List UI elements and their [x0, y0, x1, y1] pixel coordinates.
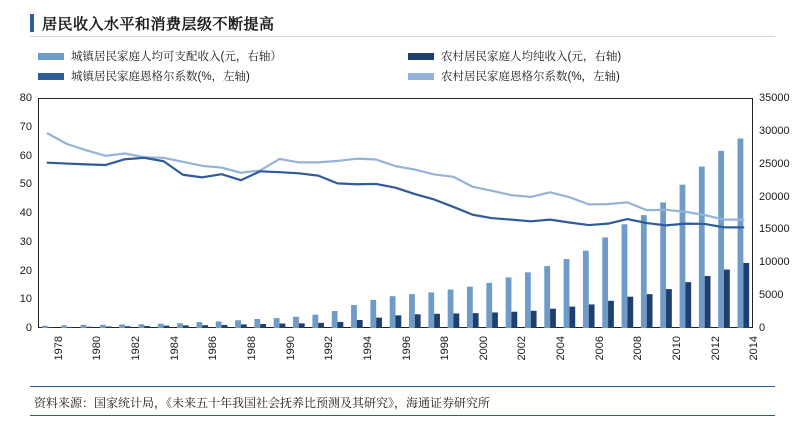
y-tick-left: 80 — [19, 92, 32, 104]
plot-area — [38, 98, 753, 328]
bar-urban-income — [235, 320, 241, 328]
bar-rural-income — [434, 314, 440, 328]
legend-swatch-urban-income — [38, 53, 64, 60]
legend-label-rural-engel: 农村居民家庭恩格尔系数(%，左轴) — [441, 71, 620, 83]
bar-rural-income — [376, 318, 382, 328]
legend-item-rural-income — [408, 48, 768, 64]
footer-divider-bottom — [30, 415, 775, 416]
legend-swatch-urban-engel — [38, 73, 64, 80]
legend-label-urban-engel: 城镇居民家庭恩格尔系数(%，左轴) — [71, 71, 250, 83]
x-tick-label: 1988 — [245, 336, 258, 361]
page-title — [30, 8, 775, 38]
legend-label-urban-income: 城镇居民家庭人均可支配收入(元，右轴） — [71, 51, 282, 63]
bar-urban-income — [641, 215, 647, 328]
legend-swatch-rural-engel — [408, 73, 434, 80]
y-tick-left: 20 — [19, 264, 32, 277]
y-tick-left: 50 — [19, 178, 32, 191]
bar-urban-income — [312, 315, 318, 328]
bar-urban-income — [467, 287, 473, 328]
x-tick-label: 1998 — [439, 336, 452, 361]
bar-rural-income — [666, 289, 672, 328]
bar-rural-income — [241, 324, 247, 328]
bar-rural-income — [608, 301, 614, 328]
bar-rural-income — [473, 313, 479, 328]
bar-urban-income — [428, 292, 434, 328]
bar-rural-income — [743, 263, 749, 328]
title-divider — [30, 36, 775, 37]
bar-rural-income — [453, 313, 459, 328]
bar-rural-income — [569, 307, 575, 328]
y-tick-left: 0 — [25, 322, 32, 334]
bar-urban-income — [81, 325, 87, 328]
y-tick-right: 0 — [759, 322, 766, 334]
bar-urban-income — [583, 251, 589, 328]
x-axis-labels — [38, 334, 761, 380]
bar-urban-income — [216, 321, 222, 328]
bar-rural-income — [183, 325, 189, 328]
bar-rural-income — [511, 312, 517, 328]
line-rural-engel — [48, 133, 744, 219]
bar-urban-income — [196, 322, 202, 328]
bar-rural-income — [318, 323, 324, 328]
bar-urban-income — [158, 324, 164, 328]
x-tick-label: 1992 — [323, 336, 336, 361]
bar-rural-income — [357, 320, 363, 328]
bar-urban-income — [602, 237, 608, 328]
bar-urban-income — [622, 224, 628, 328]
y-tick-right: 25000 — [759, 157, 790, 170]
bar-urban-income — [293, 317, 299, 328]
bar-rural-income — [260, 324, 266, 328]
y-tick-right: 5000 — [759, 289, 784, 302]
bar-urban-income — [564, 259, 570, 328]
x-tick-label: 2008 — [632, 336, 645, 361]
bar-rural-income — [396, 315, 402, 328]
bar-rural-income — [589, 304, 595, 328]
y-tick-left: 40 — [19, 207, 32, 219]
y-tick-right: 15000 — [759, 223, 790, 236]
bar-urban-income — [119, 324, 125, 328]
bar-urban-income — [699, 167, 705, 328]
chart-canvas — [38, 98, 753, 328]
bar-urban-income — [370, 300, 376, 328]
bar-rural-income — [106, 327, 112, 328]
bar-rural-income — [492, 312, 498, 328]
bar-rural-income — [299, 323, 305, 328]
x-tick-label: 2004 — [555, 336, 568, 361]
bar-rural-income — [164, 326, 170, 328]
y-tick-right: 30000 — [759, 124, 790, 137]
bar-rural-income — [144, 326, 150, 328]
x-tick-label: 1980 — [91, 336, 104, 361]
y-tick-left: 30 — [19, 235, 32, 248]
x-tick-label: 1978 — [52, 336, 65, 361]
title-accent-bar — [30, 14, 34, 32]
page-title-text: 居民收入水平和消费层级不断提高 — [42, 15, 275, 33]
x-tick-label: 2000 — [477, 336, 490, 361]
chart-legend — [38, 46, 768, 86]
bar-rural-income — [647, 294, 653, 328]
x-tick-label: 2014 — [748, 336, 761, 361]
bar-urban-income — [100, 325, 106, 328]
bar-rural-income — [202, 325, 208, 328]
x-tick-label: 1984 — [168, 336, 181, 361]
x-tick-label: 1994 — [361, 336, 374, 361]
bar-rural-income — [222, 325, 228, 328]
y-tick-left: 60 — [19, 149, 32, 162]
x-tick-label: 1990 — [284, 336, 297, 361]
bar-urban-income — [138, 324, 144, 328]
legend-swatch-rural-income — [408, 53, 434, 60]
bar-rural-income — [685, 282, 691, 328]
bar-rural-income — [627, 297, 633, 328]
y-tick-right: 10000 — [759, 256, 790, 269]
bar-rural-income — [67, 327, 73, 328]
bar-urban-income — [738, 138, 744, 328]
bar-urban-income — [718, 151, 724, 328]
bar-rural-income — [550, 309, 556, 328]
x-tick-label: 1986 — [207, 336, 220, 361]
y-tick-left: 10 — [19, 293, 32, 306]
bar-urban-income — [61, 325, 67, 328]
bar-urban-income — [42, 326, 48, 328]
x-tick-label: 2002 — [516, 336, 529, 361]
bar-rural-income — [705, 276, 711, 328]
bar-urban-income — [486, 283, 492, 328]
bar-rural-income — [125, 326, 131, 328]
source-note: 资料来源：国家统计局，《未来五十年我国社会抚养比预测及其研究》，海通证券研究所 — [34, 395, 491, 410]
plot-inner — [38, 98, 753, 328]
bar-urban-income — [351, 305, 357, 328]
bar-rural-income — [531, 311, 537, 328]
bar-urban-income — [544, 266, 550, 328]
footer-divider-top — [30, 386, 775, 387]
y-tick-right: 20000 — [759, 190, 790, 203]
bar-urban-income — [332, 311, 338, 328]
bar-urban-income — [660, 202, 666, 328]
bar-urban-income — [390, 296, 396, 328]
legend-item-urban-engel — [38, 68, 408, 84]
bar-urban-income — [254, 319, 260, 328]
bar-urban-income — [525, 272, 531, 328]
bar-rural-income — [280, 323, 286, 328]
bar-urban-income — [409, 294, 415, 328]
bar-rural-income — [86, 327, 92, 328]
bar-rural-income — [724, 270, 730, 328]
y-tick-right: 35000 — [759, 92, 790, 104]
x-tick-label: 2006 — [593, 336, 606, 361]
x-tick-label: 1996 — [400, 336, 413, 361]
bar-urban-income — [448, 290, 454, 328]
legend-label-rural-income: 农村居民家庭人均纯收入(元，右轴) — [441, 51, 622, 63]
x-tick-label: 2010 — [671, 336, 684, 361]
y-tick-left: 70 — [19, 120, 32, 133]
legend-item-rural-engel — [408, 68, 768, 84]
x-tick-label: 2012 — [709, 336, 722, 361]
bar-rural-income — [338, 322, 344, 328]
x-tick-label: 1982 — [129, 336, 142, 361]
bar-urban-income — [680, 185, 686, 328]
bar-urban-income — [506, 277, 512, 328]
bar-urban-income — [177, 323, 183, 328]
line-urban-engel — [48, 158, 744, 228]
bar-rural-income — [415, 314, 421, 328]
bar-urban-income — [274, 318, 280, 328]
bar-rural-income — [48, 327, 54, 328]
legend-item-urban-income — [38, 48, 408, 64]
